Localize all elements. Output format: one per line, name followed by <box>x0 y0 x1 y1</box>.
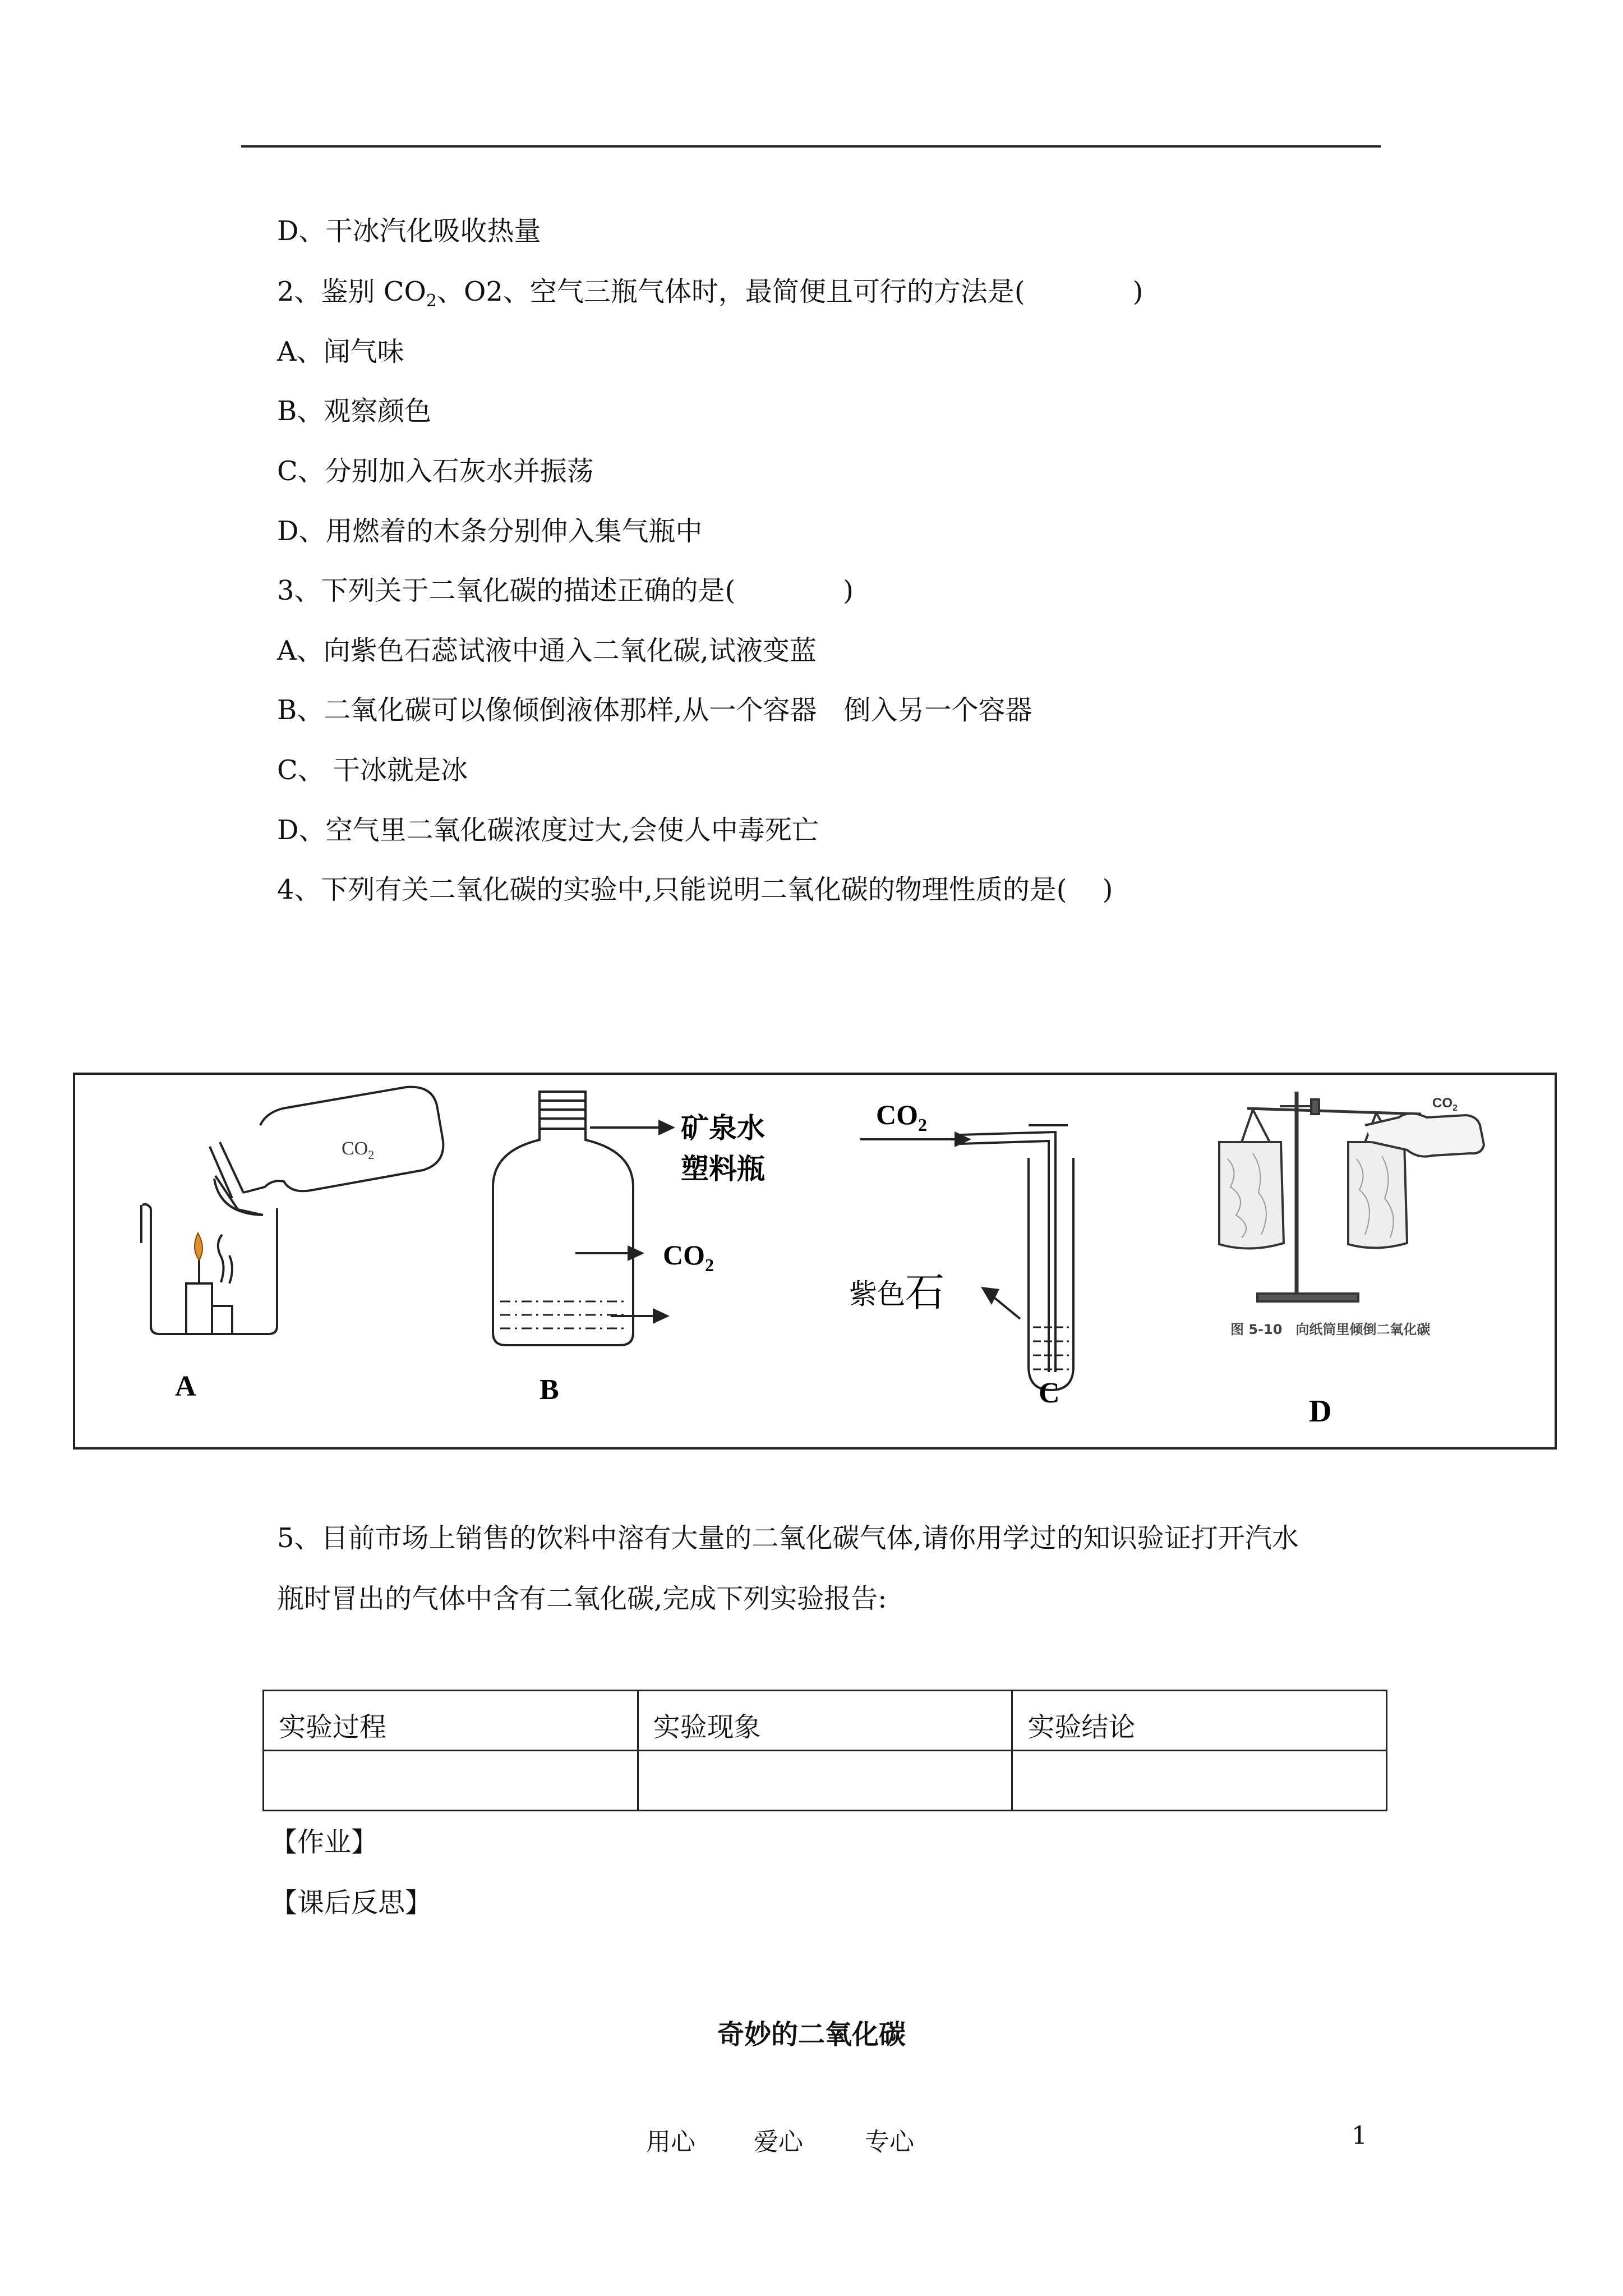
setup-b <box>493 1092 658 1345</box>
q2-option-a: A、闻气味 <box>277 336 404 367</box>
cell-conclusion[interactable] <box>1012 1751 1387 1811</box>
question-4: 4、下列有关二氧化碳的实验中,只能说明二氧化碳的物理性质的是( ) <box>277 874 1113 905</box>
experiment-figure <box>73 1073 1557 1450</box>
cell-process[interactable] <box>264 1751 638 1811</box>
q3-option-d: D、空气里二氧化碳浓度过大,会使人中毒死亡 <box>277 815 819 846</box>
footer-item: 用心 <box>646 2128 695 2156</box>
label-b: B <box>540 1374 559 1406</box>
arrow-b2 <box>628 1245 644 1261</box>
page-number: 1 <box>1352 2122 1367 2150</box>
experiment-report-table <box>262 1690 1387 1811</box>
footer-item: 爱心 <box>754 2128 803 2156</box>
setup-a <box>141 1087 443 1334</box>
question-5-line1: 5、目前市场上销售的饮料中溶有大量的二氧化碳气体,请你用学过的知识验证打开汽水 <box>277 1522 1299 1554</box>
q2-suffix: 、O2、空气三瓶气体时，最简便且可行的方法是( ) <box>436 276 1144 307</box>
label-c: C <box>1039 1377 1060 1409</box>
bottle-label-1: 矿泉水 <box>681 1112 765 1144</box>
label-d: D <box>1309 1394 1332 1429</box>
reflection-heading: 【课后反思】 <box>270 1887 432 1918</box>
table-row <box>264 1751 1387 1811</box>
co2-label-d: $CO_2$ <box>1432 1096 1458 1113</box>
q3-option-c: C、 干冰就是冰 <box>277 754 468 786</box>
label-a: A <box>175 1370 196 1402</box>
footer-item: 专心 <box>865 2128 914 2156</box>
candle-flame <box>195 1233 202 1260</box>
header-phenomenon: 实验现象 <box>638 1691 1012 1751</box>
question-5-line2: 瓶时冒出的气体中含有二氧化碳,完成下列实验报告: <box>277 1583 887 1614</box>
setup-c <box>860 1125 1073 1390</box>
table-header-row <box>264 1691 1387 1751</box>
header-conclusion: 实验结论 <box>1012 1691 1387 1751</box>
homework-heading: 【作业】 <box>270 1826 379 1858</box>
q3-option-b: B、二氧化碳可以像倾倒液体那样,从一个容器 倒入另一个容器 <box>277 694 1032 726</box>
co2-label-a: $CO_2$ <box>342 1138 375 1162</box>
q1-option-d: D、干冰汽化吸收热量 <box>277 215 541 247</box>
q2-option-b: B、观察颜色 <box>277 395 432 427</box>
c-label-2: 石 <box>905 1269 944 1315</box>
q3-option-a: A、向紫色石蕊试液中通入二氧化碳,试液变蓝 <box>277 635 817 666</box>
arrow-b1 <box>658 1120 675 1135</box>
arrow-b3 <box>653 1308 670 1324</box>
cell-phenomenon[interactable] <box>638 1751 1012 1811</box>
q2-subscript: 2 <box>426 291 437 311</box>
q2-option-d: D、用燃着的木条分别伸入集气瓶中 <box>277 516 703 547</box>
arrow-c2 <box>981 1287 999 1305</box>
question-3: 3、下列关于二氧化碳的描述正确的是( ) <box>277 575 854 606</box>
setup-d <box>1219 1092 1484 1301</box>
q2-option-c: C、分别加入石灰水并振荡 <box>277 455 594 487</box>
bottle-label-2: 塑料瓶 <box>681 1153 765 1185</box>
experiment-drawing <box>75 1075 1555 1447</box>
c-label-1: 紫色 <box>849 1278 905 1310</box>
header-rule <box>241 145 1381 148</box>
d-caption: 图 5-10 向纸筒里倾倒二氧化碳 <box>1230 1322 1431 1337</box>
section-title: 奇妙的二氧化碳 <box>717 2019 906 2050</box>
q2-prefix: 2、鉴别 CO <box>277 276 426 307</box>
co2-label-c: $CO_2$ <box>876 1099 927 1135</box>
question-2 <box>277 275 1143 318</box>
header-process: 实验过程 <box>264 1691 638 1751</box>
co2-label-b: $CO_2$ <box>663 1239 714 1275</box>
